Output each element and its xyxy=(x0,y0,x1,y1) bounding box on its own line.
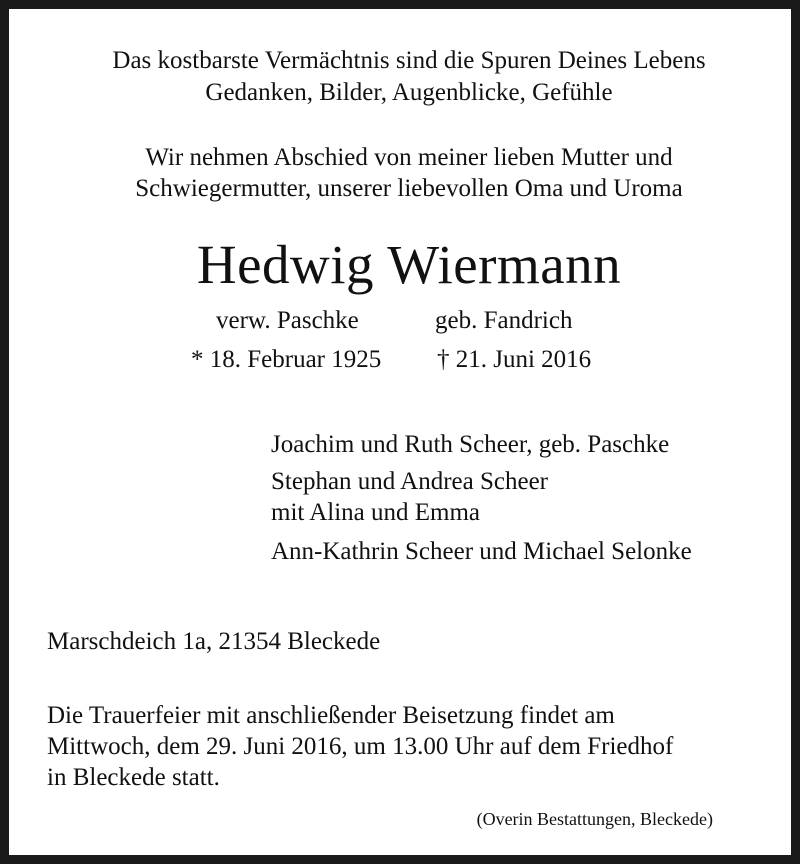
address: Marschdeich 1a, 21354 Bleckede xyxy=(47,628,381,655)
verse-line-2: Gedanken, Bilder, Augenblicke, Gefühle xyxy=(205,79,613,106)
widowed-name: verw. Paschke xyxy=(216,307,359,334)
death-date: † 21. Juni 2016 xyxy=(437,346,592,373)
intro-line-2: Schwiegermutter, unserer liebevollen Oma und Uroma xyxy=(135,175,683,202)
verse-line-1: Das kostbarste Vermächtnis sind die Spuren Deines Lebens xyxy=(112,47,706,74)
deceased-name: Hedwig Wiermann xyxy=(196,234,622,295)
funeral-line-1: Die Trauerfeier mit anschließender Beisetzung findet am xyxy=(47,702,615,729)
mourner-line-2: Stephan und Andrea Scheer xyxy=(271,468,549,495)
funeral-line-2: Mittwoch, dem 29. Juni 2016, um 13.00 Uhr auf dem Friedhof xyxy=(47,733,674,760)
mourner-line-4: Ann-Kathrin Scheer und Michael Selonke xyxy=(271,538,692,565)
mourner-line-1: Joachim und Ruth Scheer, geb. Paschke xyxy=(271,431,670,458)
intro-line-1: Wir nehmen Abschied von meiner lieben Mutter und xyxy=(145,144,673,171)
mourner-line-3: mit Alina und Emma xyxy=(271,499,481,526)
funeral-line-3: in Bleckede statt. xyxy=(47,764,220,791)
birth-name: geb. Fandrich xyxy=(435,307,573,334)
undertaker-note: (Overin Bestattungen, Bleckede) xyxy=(476,809,713,829)
birth-date: * 18. Februar 1925 xyxy=(191,346,382,373)
